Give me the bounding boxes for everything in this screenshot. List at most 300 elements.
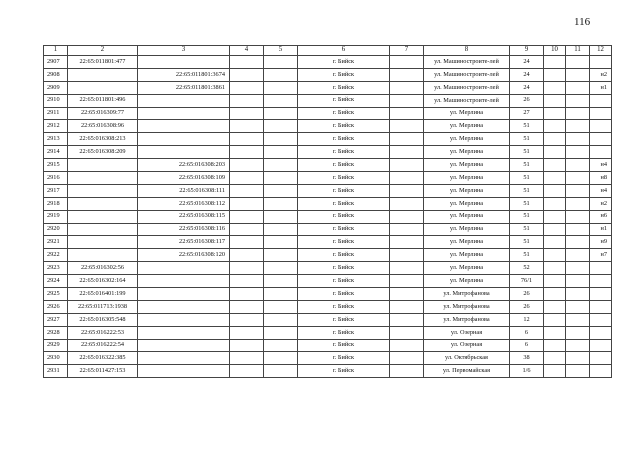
- city-cell: г. Бийск: [298, 184, 390, 197]
- row-number-cell: 2928: [44, 326, 68, 339]
- row-number-cell: 2931: [44, 365, 68, 378]
- premises-cell: [590, 56, 612, 69]
- house-number-cell: 51: [510, 197, 544, 210]
- column-header: 5: [264, 46, 298, 56]
- column-header: 8: [424, 46, 510, 56]
- empty-cell: [390, 223, 424, 236]
- empty-cell: [230, 159, 264, 172]
- street-cell: ул. Митрофанова: [424, 313, 510, 326]
- empty-cell: [544, 120, 566, 133]
- empty-cell: [230, 352, 264, 365]
- house-number-cell: 26: [510, 288, 544, 301]
- empty-cell: [230, 210, 264, 223]
- street-cell: ул. Машиностроите-лей: [424, 68, 510, 81]
- street-cell: ул. Мерлина: [424, 172, 510, 185]
- empty-cell: [264, 300, 298, 313]
- street-cell: ул. Озерная: [424, 339, 510, 352]
- city-cell: г. Бийск: [298, 56, 390, 69]
- empty-cell: [264, 94, 298, 107]
- row-number-cell: 2914: [44, 146, 68, 159]
- table-row: [44, 94, 612, 107]
- row-number-cell: 2925: [44, 288, 68, 301]
- empty-cell: [544, 197, 566, 210]
- empty-cell: [544, 94, 566, 107]
- empty-cell: [264, 313, 298, 326]
- cadastral-number-cell: 22:65:016401:199: [68, 288, 138, 301]
- house-number-cell: 51: [510, 159, 544, 172]
- empty-cell: [544, 249, 566, 262]
- empty-cell: [544, 81, 566, 94]
- premises-cell: [590, 275, 612, 288]
- empty-cell: [264, 352, 298, 365]
- empty-cell: [390, 56, 424, 69]
- city-cell: г. Бийск: [298, 223, 390, 236]
- street-cell: ул. Мерлина: [424, 262, 510, 275]
- empty-cell: [264, 56, 298, 69]
- column-header: 4: [230, 46, 264, 56]
- city-cell: г. Бийск: [298, 300, 390, 313]
- column-header: 12: [590, 46, 612, 56]
- premises-cell: [590, 133, 612, 146]
- city-cell: г. Бийск: [298, 159, 390, 172]
- sub-cadastral-number-cell: [138, 313, 230, 326]
- street-cell: ул. Машиностроите-лей: [424, 81, 510, 94]
- row-number-cell: 2918: [44, 197, 68, 210]
- empty-cell: [544, 352, 566, 365]
- premises-cell: [590, 313, 612, 326]
- empty-cell: [390, 210, 424, 223]
- sub-cadastral-number-cell: [138, 120, 230, 133]
- table-row: [44, 326, 612, 339]
- empty-cell: [264, 365, 298, 378]
- empty-cell: [390, 94, 424, 107]
- city-cell: г. Бийск: [298, 197, 390, 210]
- empty-cell: [566, 300, 590, 313]
- row-number-cell: 2923: [44, 262, 68, 275]
- house-number-cell: 12: [510, 313, 544, 326]
- empty-cell: [390, 326, 424, 339]
- empty-cell: [390, 288, 424, 301]
- empty-cell: [544, 146, 566, 159]
- city-cell: г. Бийск: [298, 313, 390, 326]
- sub-cadastral-number-cell: 22:65:016308:112: [138, 197, 230, 210]
- empty-cell: [544, 184, 566, 197]
- empty-cell: [544, 365, 566, 378]
- row-number-cell: 2911: [44, 107, 68, 120]
- street-cell: ул. Мерлина: [424, 275, 510, 288]
- empty-cell: [544, 262, 566, 275]
- cadastral-number-cell: 22:65:016302:56: [68, 262, 138, 275]
- empty-cell: [230, 249, 264, 262]
- cadastral-number-cell: [68, 223, 138, 236]
- premises-cell: н4: [590, 184, 612, 197]
- empty-cell: [264, 223, 298, 236]
- sub-cadastral-number-cell: 22:65:011801:3674: [138, 68, 230, 81]
- premises-cell: н2: [590, 68, 612, 81]
- house-number-cell: 51: [510, 236, 544, 249]
- empty-cell: [390, 275, 424, 288]
- empty-cell: [390, 236, 424, 249]
- empty-cell: [264, 326, 298, 339]
- empty-cell: [264, 159, 298, 172]
- table-row: [44, 197, 612, 210]
- row-number-cell: 2927: [44, 313, 68, 326]
- table-body: [44, 56, 612, 378]
- empty-cell: [566, 313, 590, 326]
- table-row: [44, 184, 612, 197]
- table-row: [44, 172, 612, 185]
- cadastral-number-cell: [68, 172, 138, 185]
- row-number-cell: 2926: [44, 300, 68, 313]
- city-cell: г. Бийск: [298, 210, 390, 223]
- street-cell: ул. Мерлина: [424, 133, 510, 146]
- cadastral-number-cell: [68, 236, 138, 249]
- empty-cell: [264, 184, 298, 197]
- empty-cell: [390, 146, 424, 159]
- empty-cell: [230, 184, 264, 197]
- empty-cell: [566, 275, 590, 288]
- premises-cell: [590, 339, 612, 352]
- sub-cadastral-number-cell: 22:65:016308:117: [138, 236, 230, 249]
- empty-cell: [390, 120, 424, 133]
- street-cell: ул. Машиностроите-лей: [424, 94, 510, 107]
- premises-cell: н8: [590, 172, 612, 185]
- table-row: [44, 210, 612, 223]
- sub-cadastral-number-cell: 22:65:011801:3861: [138, 81, 230, 94]
- premises-cell: [590, 326, 612, 339]
- premises-cell: [590, 365, 612, 378]
- sub-cadastral-number-cell: [138, 133, 230, 146]
- sub-cadastral-number-cell: [138, 365, 230, 378]
- city-cell: г. Бийск: [298, 275, 390, 288]
- column-header: 7: [390, 46, 424, 56]
- sub-cadastral-number-cell: [138, 146, 230, 159]
- city-cell: г. Бийск: [298, 352, 390, 365]
- table-row: [44, 288, 612, 301]
- cadastral-number-cell: [68, 197, 138, 210]
- empty-cell: [230, 146, 264, 159]
- empty-cell: [230, 326, 264, 339]
- premises-cell: [590, 146, 612, 159]
- sub-cadastral-number-cell: [138, 94, 230, 107]
- city-cell: г. Бийск: [298, 81, 390, 94]
- empty-cell: [566, 94, 590, 107]
- cadastral-number-cell: [68, 184, 138, 197]
- empty-cell: [230, 236, 264, 249]
- empty-cell: [230, 365, 264, 378]
- table-row: [44, 365, 612, 378]
- cadastral-number-cell: 22:65:016309:77: [68, 107, 138, 120]
- row-number-cell: 2912: [44, 120, 68, 133]
- sub-cadastral-number-cell: 22:65:016308:109: [138, 172, 230, 185]
- sub-cadastral-number-cell: 22:65:016308:115: [138, 210, 230, 223]
- cadastral-number-cell: [68, 68, 138, 81]
- premises-cell: [590, 107, 612, 120]
- cadastral-number-cell: 22:65:016322:385: [68, 352, 138, 365]
- empty-cell: [390, 313, 424, 326]
- empty-cell: [544, 210, 566, 223]
- registry-table: [43, 45, 612, 378]
- table-row: [44, 236, 612, 249]
- empty-cell: [390, 107, 424, 120]
- premises-cell: [590, 352, 612, 365]
- row-number-cell: 2915: [44, 159, 68, 172]
- empty-cell: [264, 236, 298, 249]
- empty-cell: [264, 133, 298, 146]
- empty-cell: [264, 120, 298, 133]
- street-cell: ул. Первомайская: [424, 365, 510, 378]
- empty-cell: [566, 159, 590, 172]
- premises-cell: н7: [590, 249, 612, 262]
- street-cell: ул. Мерлина: [424, 223, 510, 236]
- empty-cell: [264, 288, 298, 301]
- empty-cell: [544, 288, 566, 301]
- empty-cell: [544, 159, 566, 172]
- row-number-cell: 2919: [44, 210, 68, 223]
- row-number-cell: 2921: [44, 236, 68, 249]
- empty-cell: [390, 262, 424, 275]
- empty-cell: [390, 133, 424, 146]
- row-number-cell: 2917: [44, 184, 68, 197]
- sub-cadastral-number-cell: [138, 352, 230, 365]
- table-row: [44, 120, 612, 133]
- sub-cadastral-number-cell: [138, 107, 230, 120]
- empty-cell: [566, 339, 590, 352]
- house-number-cell: 6: [510, 339, 544, 352]
- sub-cadastral-number-cell: 22:65:016308:116: [138, 223, 230, 236]
- sub-cadastral-number-cell: [138, 275, 230, 288]
- cadastral-number-cell: 22:65:016308:96: [68, 120, 138, 133]
- house-number-cell: 26: [510, 94, 544, 107]
- empty-cell: [230, 133, 264, 146]
- empty-cell: [390, 197, 424, 210]
- premises-cell: н1: [590, 223, 612, 236]
- house-number-cell: 51: [510, 249, 544, 262]
- house-number-cell: 24: [510, 56, 544, 69]
- cadastral-number-cell: 22:65:011801:477: [68, 56, 138, 69]
- empty-cell: [264, 197, 298, 210]
- sub-cadastral-number-cell: 22:65:016308:203: [138, 159, 230, 172]
- empty-cell: [264, 81, 298, 94]
- row-number-cell: 2924: [44, 275, 68, 288]
- empty-cell: [390, 249, 424, 262]
- sub-cadastral-number-cell: [138, 288, 230, 301]
- empty-cell: [566, 133, 590, 146]
- empty-cell: [544, 313, 566, 326]
- sub-cadastral-number-cell: [138, 300, 230, 313]
- premises-cell: н9: [590, 236, 612, 249]
- table-row: [44, 313, 612, 326]
- cadastral-number-cell: [68, 159, 138, 172]
- house-number-cell: 6: [510, 326, 544, 339]
- street-cell: ул. Митрофанова: [424, 288, 510, 301]
- empty-cell: [390, 159, 424, 172]
- empty-cell: [390, 365, 424, 378]
- empty-cell: [566, 223, 590, 236]
- cadastral-number-cell: 22:65:016222:54: [68, 339, 138, 352]
- cadastral-number-cell: 22:65:016308:213: [68, 133, 138, 146]
- table-row: [44, 146, 612, 159]
- empty-cell: [566, 288, 590, 301]
- empty-cell: [566, 197, 590, 210]
- column-header: 10: [544, 46, 566, 56]
- empty-cell: [566, 81, 590, 94]
- table-row: [44, 249, 612, 262]
- city-cell: г. Бийск: [298, 172, 390, 185]
- empty-cell: [230, 107, 264, 120]
- city-cell: г. Бийск: [298, 249, 390, 262]
- premises-cell: н6: [590, 210, 612, 223]
- empty-cell: [264, 107, 298, 120]
- house-number-cell: 51: [510, 120, 544, 133]
- empty-cell: [544, 339, 566, 352]
- empty-cell: [230, 300, 264, 313]
- sub-cadastral-number-cell: [138, 262, 230, 275]
- empty-cell: [544, 172, 566, 185]
- table-row: [44, 159, 612, 172]
- city-cell: г. Бийск: [298, 120, 390, 133]
- house-number-cell: 1/6: [510, 365, 544, 378]
- empty-cell: [566, 120, 590, 133]
- street-cell: ул. Мерлина: [424, 107, 510, 120]
- cadastral-number-cell: 22:65:016305:548: [68, 313, 138, 326]
- row-number-cell: 2910: [44, 94, 68, 107]
- empty-cell: [264, 262, 298, 275]
- empty-cell: [390, 172, 424, 185]
- column-header: 9: [510, 46, 544, 56]
- empty-cell: [230, 223, 264, 236]
- cadastral-number-cell: 22:65:016222:53: [68, 326, 138, 339]
- premises-cell: [590, 300, 612, 313]
- premises-cell: [590, 120, 612, 133]
- empty-cell: [230, 313, 264, 326]
- empty-cell: [566, 184, 590, 197]
- empty-cell: [566, 365, 590, 378]
- empty-cell: [390, 352, 424, 365]
- table-row: [44, 275, 612, 288]
- column-header: 1: [44, 46, 68, 56]
- empty-cell: [264, 339, 298, 352]
- premises-cell: [590, 94, 612, 107]
- empty-cell: [230, 68, 264, 81]
- empty-cell: [544, 275, 566, 288]
- empty-cell: [566, 107, 590, 120]
- empty-cell: [566, 326, 590, 339]
- table-row: [44, 223, 612, 236]
- empty-cell: [230, 56, 264, 69]
- empty-cell: [230, 172, 264, 185]
- house-number-cell: 51: [510, 172, 544, 185]
- street-cell: ул. Мерлина: [424, 210, 510, 223]
- empty-cell: [230, 81, 264, 94]
- sub-cadastral-number-cell: 22:65:016308:111: [138, 184, 230, 197]
- city-cell: г. Бийск: [298, 68, 390, 81]
- premises-cell: н1: [590, 81, 612, 94]
- city-cell: г. Бийск: [298, 288, 390, 301]
- empty-cell: [264, 210, 298, 223]
- house-number-cell: 76/1: [510, 275, 544, 288]
- empty-cell: [566, 352, 590, 365]
- empty-cell: [390, 81, 424, 94]
- empty-cell: [230, 288, 264, 301]
- city-cell: г. Бийск: [298, 326, 390, 339]
- column-header: 2: [68, 46, 138, 56]
- empty-cell: [544, 133, 566, 146]
- table-row: [44, 300, 612, 313]
- row-number-cell: 2922: [44, 249, 68, 262]
- empty-cell: [566, 210, 590, 223]
- premises-cell: н2: [590, 197, 612, 210]
- row-number-cell: 2907: [44, 56, 68, 69]
- empty-cell: [230, 197, 264, 210]
- empty-cell: [390, 339, 424, 352]
- empty-cell: [390, 300, 424, 313]
- table-row: [44, 352, 612, 365]
- empty-cell: [264, 275, 298, 288]
- cadastral-number-cell: 22:65:011801:496: [68, 94, 138, 107]
- street-cell: ул. Мерлина: [424, 197, 510, 210]
- empty-cell: [566, 146, 590, 159]
- house-number-cell: 51: [510, 133, 544, 146]
- row-number-cell: 2908: [44, 68, 68, 81]
- house-number-cell: 26: [510, 300, 544, 313]
- empty-cell: [566, 68, 590, 81]
- street-cell: ул. Октябрьская: [424, 352, 510, 365]
- city-cell: г. Бийск: [298, 146, 390, 159]
- empty-cell: [390, 184, 424, 197]
- house-number-cell: 24: [510, 68, 544, 81]
- house-number-cell: 52: [510, 262, 544, 275]
- row-number-cell: 2909: [44, 81, 68, 94]
- street-cell: ул. Озерная: [424, 326, 510, 339]
- cadastral-number-cell: 22:65:011713:1938: [68, 300, 138, 313]
- house-number-cell: 24: [510, 81, 544, 94]
- cadastral-number-cell: 22:65:011427:153: [68, 365, 138, 378]
- empty-cell: [566, 172, 590, 185]
- street-cell: ул. Мерлина: [424, 120, 510, 133]
- empty-cell: [230, 94, 264, 107]
- table-row: [44, 81, 612, 94]
- cadastral-number-cell: 22:65:016302:164: [68, 275, 138, 288]
- empty-cell: [544, 300, 566, 313]
- column-number-row: [44, 46, 612, 56]
- row-number-cell: 2929: [44, 339, 68, 352]
- street-cell: ул. Мерлина: [424, 184, 510, 197]
- premises-cell: [590, 262, 612, 275]
- premises-cell: н4: [590, 159, 612, 172]
- table-row: [44, 133, 612, 146]
- street-cell: ул. Мерлина: [424, 249, 510, 262]
- empty-cell: [264, 146, 298, 159]
- house-number-cell: 51: [510, 223, 544, 236]
- empty-cell: [566, 236, 590, 249]
- empty-cell: [566, 262, 590, 275]
- house-number-cell: 51: [510, 146, 544, 159]
- empty-cell: [264, 172, 298, 185]
- sub-cadastral-number-cell: [138, 56, 230, 69]
- table-row: [44, 107, 612, 120]
- house-number-cell: 27: [510, 107, 544, 120]
- empty-cell: [230, 339, 264, 352]
- house-number-cell: 51: [510, 184, 544, 197]
- street-cell: ул. Мерлина: [424, 146, 510, 159]
- street-cell: ул. Машиностроите-лей: [424, 56, 510, 69]
- column-header: 11: [566, 46, 590, 56]
- house-number-cell: 38: [510, 352, 544, 365]
- table-row: [44, 339, 612, 352]
- city-cell: г. Бийск: [298, 133, 390, 146]
- sub-cadastral-number-cell: [138, 339, 230, 352]
